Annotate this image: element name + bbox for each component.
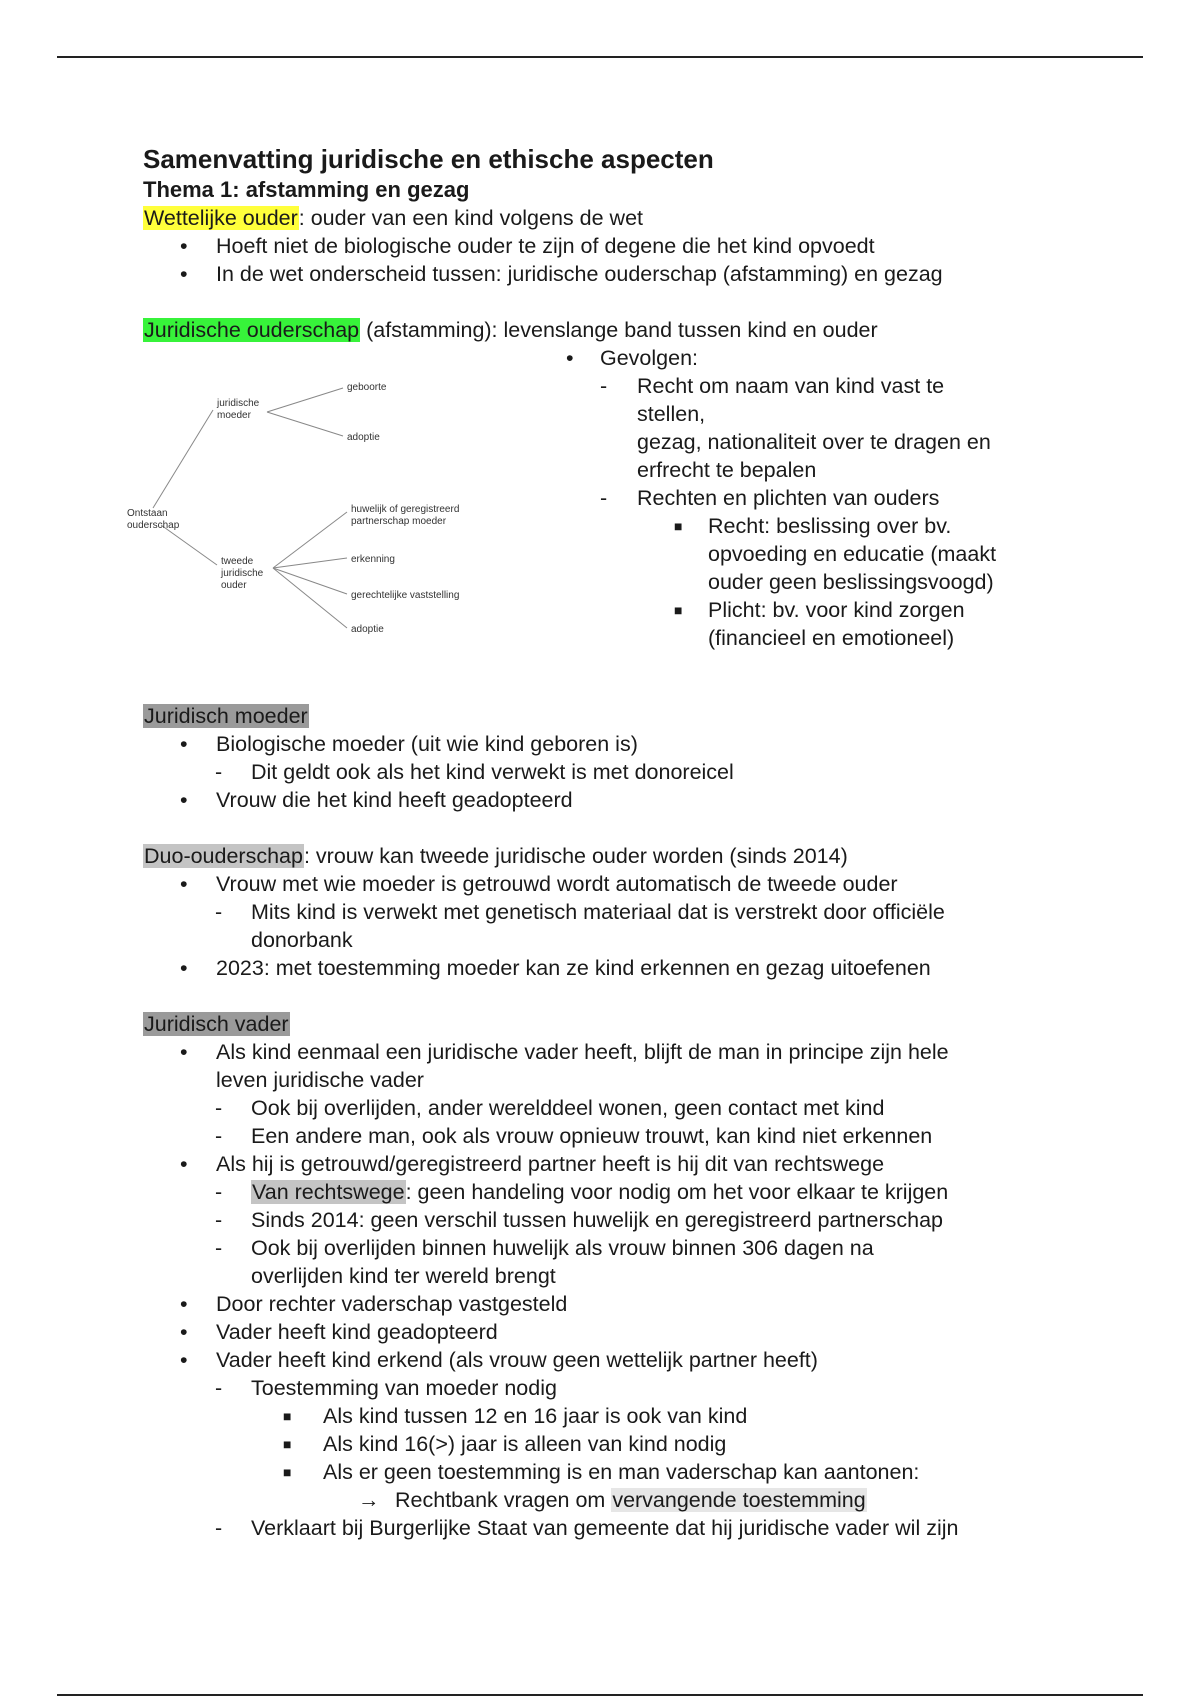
list-item [143, 232, 1073, 260]
list-item [143, 758, 1073, 786]
dash-icon: - [215, 1208, 223, 1232]
duo-ouderschap-line [143, 842, 1073, 870]
list-item [143, 730, 1073, 758]
bullet-icon: • [180, 1320, 188, 1344]
gevolgen-column [566, 344, 1086, 652]
bullet-icon: • [566, 346, 574, 370]
list-item-text: erfrecht te bepalen [637, 458, 817, 482]
list-item-text: Biologische moeder (uit wie kind geboren is) [216, 732, 638, 756]
juridisch-vader-heading: Juridisch vader [144, 1012, 289, 1036]
document-title: Samenvatting juridische en ethische aspecten [143, 144, 714, 174]
connector-line [267, 388, 343, 412]
van-rechtswege-term: Van rechtswege [252, 1180, 405, 1204]
diagram-leaf-label: huwelijk of geregistreerd [351, 504, 460, 515]
juridisch-moeder-heading-line [143, 702, 1073, 730]
spacer [143, 674, 1073, 702]
list-item [143, 1486, 1073, 1514]
list-item-text: Hoeft niet de biologische ouder te zijn of degene die het kind opvoedt [216, 234, 875, 258]
list-item-text: donorbank [251, 928, 353, 952]
list-item-text: : geen handeling voor nodig om het voor elkaar te krijgen [405, 1180, 949, 1204]
connector-line [273, 568, 347, 628]
juridische-ouderschap-definition: (afstamming): levenslange band tussen kind en ouder [360, 318, 878, 342]
wettelijke-ouder-term: Wettelijke ouder [144, 206, 298, 230]
arrow-right-icon: → [358, 1488, 380, 1512]
square-bullet-icon: ■ [674, 518, 683, 534]
list-item [143, 1458, 1073, 1486]
juridisch-moeder-heading: Juridisch moeder [144, 704, 308, 728]
diagram-root-label: ouderschap [127, 520, 180, 531]
dash-icon: - [215, 900, 223, 924]
list-item-continuation [566, 568, 1086, 596]
list-item-text: Toestemming van moeder nodig [251, 1376, 557, 1400]
list-item-text: (financieel en emotioneel) [708, 626, 955, 650]
dash-icon: - [600, 374, 608, 398]
list-item [566, 344, 1086, 372]
list-item [143, 898, 1073, 926]
list-item [143, 1402, 1073, 1430]
list-item-text: leven juridische vader [216, 1068, 424, 1092]
diagram-leaf-label: partnerschap moeder [351, 516, 447, 527]
wettelijke-ouder-line [143, 204, 1073, 232]
spacer [143, 982, 1073, 1010]
connector-line [273, 568, 347, 594]
list-item-continuation [566, 400, 1086, 428]
list-item-text: Als kind 16(>) jaar is alleen van kind nodig [323, 1432, 727, 1456]
bullet-icon: • [180, 1040, 188, 1064]
connector-line [161, 525, 217, 565]
list-item [143, 1514, 1073, 1542]
list-item-continuation [566, 456, 1086, 484]
bullet-icon: • [180, 1152, 188, 1176]
wettelijke-ouder-definition: : ouder van een kind volgens de wet [298, 206, 643, 230]
diagram-leaf-label: adoptie [347, 432, 380, 443]
bullet-icon: • [180, 872, 188, 896]
diagram-tweede-label: ouder [221, 580, 247, 591]
list-item [143, 1318, 1073, 1346]
dash-icon: - [215, 1124, 223, 1148]
list-item [143, 1094, 1073, 1122]
bottom-rule [57, 1694, 1143, 1696]
list-item [566, 596, 1086, 624]
list-item-text: Rechten en plichten van ouders [637, 486, 940, 510]
dash-icon: - [600, 486, 608, 510]
list-item-text: ouder geen beslissingsvoogd) [708, 570, 994, 594]
list-item [143, 1178, 1073, 1206]
list-item-text: Mits kind is verwekt met genetisch materiaal dat is verstrekt door officiële [251, 900, 945, 924]
diagram-leaf-label: adoptie [351, 624, 384, 635]
juridisch-vader-heading-line [143, 1010, 1073, 1038]
list-item [143, 1234, 1073, 1262]
document-page [127, 142, 1073, 1542]
square-bullet-icon: ■ [674, 602, 683, 618]
list-item [143, 1290, 1073, 1318]
square-bullet-icon: ■ [283, 1436, 292, 1452]
list-item-text: Recht om naam van kind vast te [637, 374, 945, 398]
spacer [143, 814, 1073, 842]
list-item-text: Vader heeft kind geadopteerd [216, 1320, 498, 1344]
list-item-text: opvoeding en educatie (maakt [708, 542, 997, 566]
list-item-text: Vrouw met wie moeder is getrouwd wordt automatisch de tweede ouder [216, 872, 898, 896]
dash-icon: - [215, 1236, 223, 1260]
list-item-text: Plicht: bv. voor kind zorgen [708, 598, 965, 622]
diagram-moeder-label: juridische [217, 398, 260, 409]
diagram-moeder-label: moeder [217, 410, 251, 421]
list-item [143, 1346, 1073, 1374]
list-item-text: Als er geen toestemming is en man vaderschap kan aantonen: [323, 1460, 920, 1484]
list-item-continuation [143, 926, 1073, 954]
diagram-connectors [153, 388, 347, 628]
list-item [143, 870, 1073, 898]
dash-icon: - [215, 760, 223, 784]
list-item [143, 1150, 1073, 1178]
ouderschap-two-column [127, 344, 1073, 674]
list-item-text: overlijden kind ter wereld brengt [251, 1264, 556, 1288]
connector-line [267, 412, 343, 436]
list-item-text: Vader heeft kind erkend (als vrouw geen wettelijk partner heeft) [216, 1348, 818, 1372]
juridische-ouderschap-line [143, 316, 1073, 344]
bullet-icon: • [180, 1292, 188, 1316]
list-item [143, 1206, 1073, 1234]
list-item-text: Vrouw die het kind heeft geadopteerd [216, 788, 573, 812]
juridische-ouderschap-term: Juridische ouderschap [144, 318, 360, 342]
dash-icon: - [215, 1180, 223, 1204]
bullet-icon: • [180, 234, 188, 258]
list-item-text: Recht: beslissing over bv. [708, 514, 952, 538]
dash-icon: - [215, 1096, 223, 1120]
duo-ouderschap-definition: : vrouw kan tweede juridische ouder worden (sinds 2014) [303, 844, 848, 868]
list-item [143, 260, 1073, 288]
list-item-text: Sinds 2014: geen verschil tussen huwelijk en geregistreerd partnerschap [251, 1208, 943, 1232]
bullet-icon: • [180, 732, 188, 756]
list-item [143, 1430, 1073, 1458]
list-item-text: Ook bij overlijden binnen huwelijk als vrouw binnen 306 dagen na [251, 1236, 874, 1260]
diagram-tweede-label: tweede [221, 556, 254, 567]
spacer [143, 288, 1073, 316]
duo-ouderschap-term: Duo-ouderschap [144, 844, 303, 868]
list-item-continuation [566, 624, 1086, 652]
connector-line [153, 410, 213, 508]
list-item-text: Gevolgen: [600, 346, 699, 370]
list-item [566, 512, 1086, 540]
list-item-text: Als kind eenmaal een juridische vader heeft, blijft de man in principe zijn hele [216, 1040, 949, 1064]
list-item-text: Dit geldt ook als het kind verwekt is met donoreicel [251, 760, 734, 784]
list-item [143, 1038, 1073, 1066]
list-item-text: Ook bij overlijden, ander werelddeel wonen, geen contact met kind [251, 1096, 885, 1120]
list-item [566, 484, 1086, 512]
dash-icon: - [215, 1516, 223, 1540]
bullet-icon: • [180, 1348, 188, 1372]
square-bullet-icon: ■ [283, 1408, 292, 1424]
list-item-text: In de wet onderscheid tussen: juridische ouderschap (afstamming) en gezag [216, 262, 943, 286]
square-bullet-icon: ■ [283, 1464, 292, 1480]
list-item-text: gezag, nationaliteit over te dragen en [637, 430, 991, 454]
list-item-text: Verklaart bij Burgerlijke Staat van gemeente dat hij juridische vader wil zijn [251, 1516, 959, 1540]
diagram-leaf-label: geboorte [347, 382, 387, 393]
list-item-text: Als kind tussen 12 en 16 jaar is ook van kind [323, 1404, 748, 1428]
diagram-leaf-label: gerechtelijke vaststelling [351, 590, 460, 601]
list-item-text: Door rechter vaderschap vastgesteld [216, 1292, 568, 1316]
list-item [143, 954, 1073, 982]
list-item [143, 1374, 1073, 1402]
diagram-leaf-label: erkenning [351, 554, 395, 565]
bullet-icon: • [180, 956, 188, 980]
list-item-text: stellen, [637, 402, 706, 426]
top-rule [57, 56, 1143, 58]
list-item-continuation [143, 1066, 1073, 1094]
ouderschap-tree-diagram [125, 380, 505, 642]
list-item [566, 372, 1086, 400]
bullet-icon: • [180, 262, 188, 286]
list-item [143, 786, 1073, 814]
list-item-text: Als hij is getrouwd/geregistreerd partner heeft is hij dit van rechtswege [216, 1152, 885, 1176]
list-item-text: Rechtbank vragen om [395, 1488, 612, 1512]
list-item-text: 2023: met toestemming moeder kan ze kind erkennen en gezag uitoefenen [216, 956, 931, 980]
bullet-icon: • [180, 788, 188, 812]
list-item-continuation [566, 540, 1086, 568]
diagram-tweede-label: juridische [221, 568, 264, 579]
section-subtitle: Thema 1: afstamming en gezag [143, 177, 470, 202]
list-item-continuation [566, 428, 1086, 456]
list-item-continuation [143, 1262, 1073, 1290]
diagram-root-label: Ontstaan [127, 508, 168, 519]
dash-icon: - [215, 1376, 223, 1400]
list-item [143, 1122, 1073, 1150]
list-item-text: Een andere man, ook als vrouw opnieuw trouwt, kan kind niet erkennen [251, 1124, 933, 1148]
vervangende-toestemming-term: vervangende toestemming [612, 1488, 866, 1512]
